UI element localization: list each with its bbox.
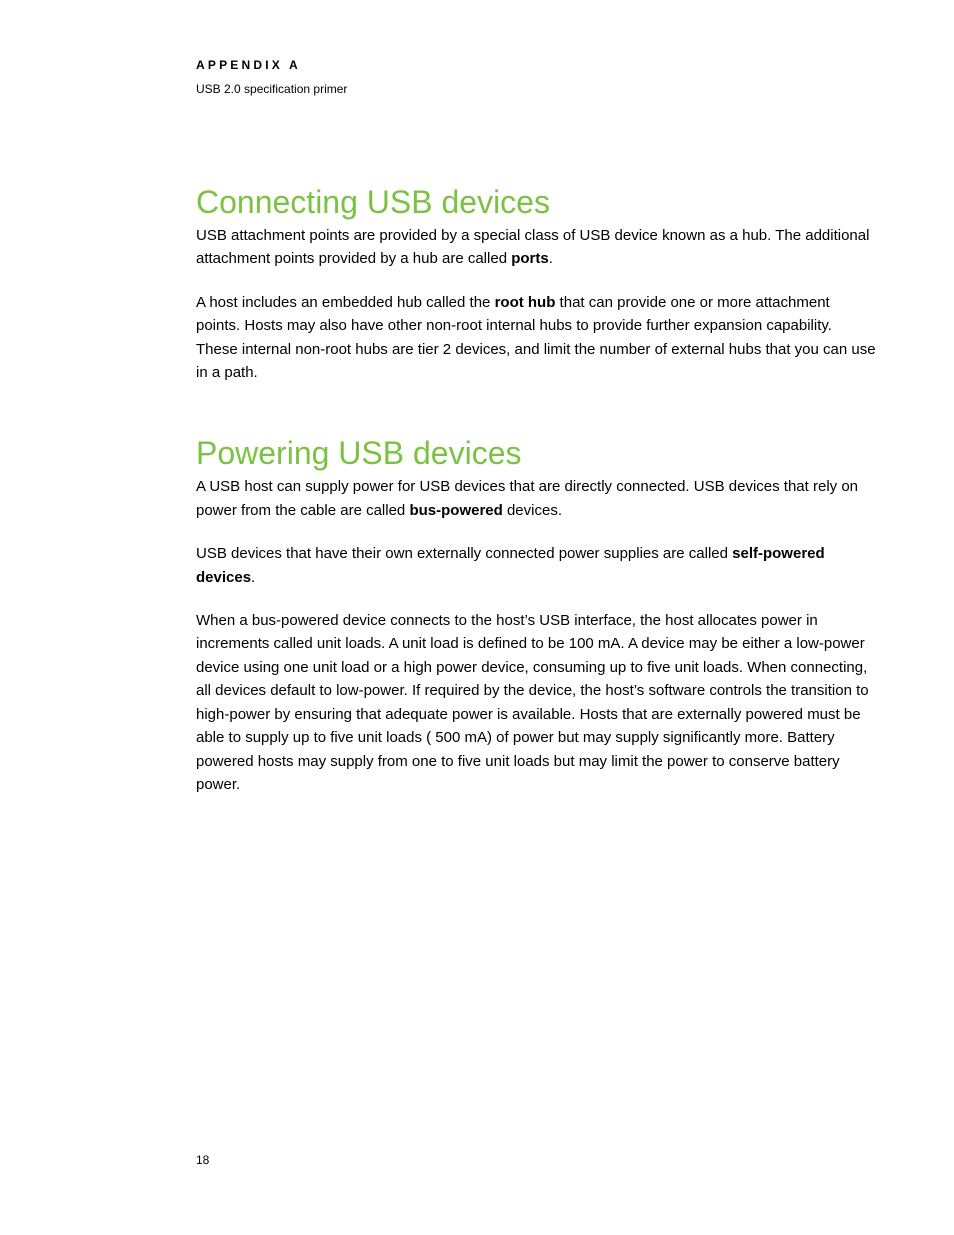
paragraph (196, 542, 876, 589)
bold-term: ports (511, 250, 549, 268)
text-run: USB attachment points are provided by a special class of USB device known as a hub. The additional attachment points provided by a hub are called (196, 227, 870, 268)
section-connecting (196, 180, 876, 384)
paragraph (196, 475, 876, 522)
text-run: USB devices that have their own externally connected power supplies are called (196, 545, 733, 563)
page-number: 18 (196, 1153, 210, 1167)
page-content (196, 180, 876, 796)
bold-term: root hub (494, 293, 556, 311)
text-run: that can provide one or more attachment points. Hosts may also have other non-root internal hubs to provide further expansion capability. These internal non-root hubs are tier 2 devices, and limit the number of external hubs that you can use in a path. (196, 293, 876, 382)
paragraph (196, 291, 876, 385)
paragraph: When a bus-powered device connects to the host’s USB interface, the host allocates power in increments called unit loads. A unit load is defined to be 100 mA. A device may be either a low-power device using one unit load or a high power device, consuming up to five unit loads. When connecting, all devices default to low-power. If required by the device, the host’s software controls the transition to high-power by ensuring that adequate power is available. Hosts that are externally powered must be able to supply up to five unit loads ( 500 mA) of power but may supply significantly more. Battery powered hosts may supply from one to five unit loads but may limit the power to conserve battery power. (196, 612, 869, 793)
text-run: devices. (502, 501, 562, 519)
appendix-label: APPENDIX A (196, 58, 301, 72)
bold-term: bus-powered (409, 501, 503, 519)
text-run: . (548, 250, 553, 268)
text-run: . (251, 568, 256, 586)
section-powering (196, 431, 876, 796)
text-run: A USB host can supply power for USB devices that are directly connected. USB devices that rely on power from the cable are called (196, 478, 858, 519)
bold-term: self-powered devices (196, 545, 825, 586)
section-title: Powering USB devices (196, 435, 522, 472)
section-title: Connecting USB devices (196, 184, 550, 220)
chapter-subtitle: USB 2.0 specification primer (196, 82, 348, 96)
text-run: A host includes an embedded hub called the (196, 293, 495, 311)
paragraph (196, 224, 876, 271)
